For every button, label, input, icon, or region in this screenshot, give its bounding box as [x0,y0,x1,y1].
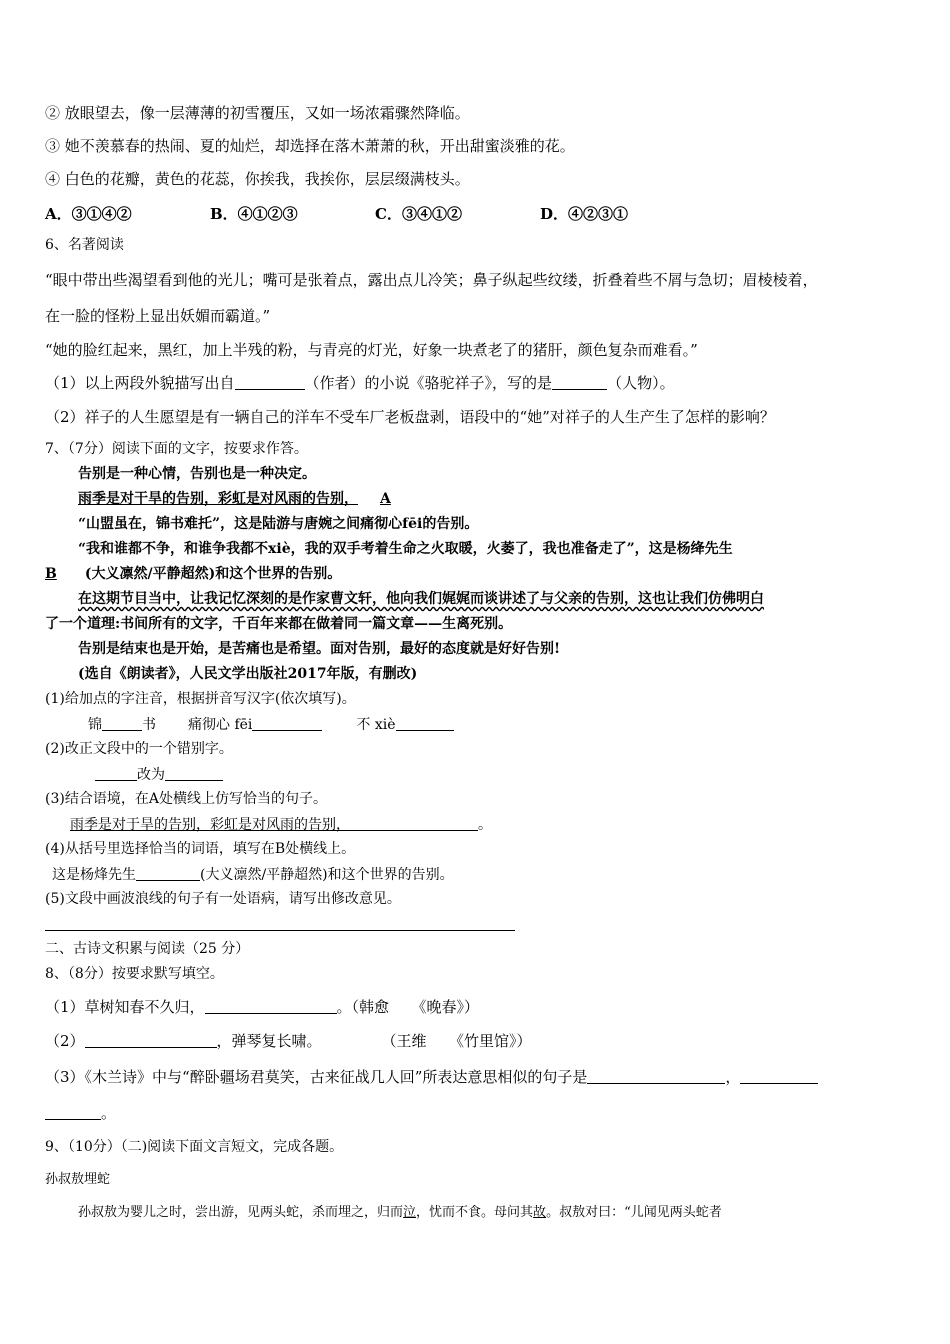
q7-p2: 雨季是对干旱的告别，彩虹是对风雨的告别， A [78,491,391,507]
poem3-blank-a[interactable] [587,1068,725,1084]
section-2-heading: 二、古诗文积累与阅读（25 分） [45,941,250,957]
q7-s5: (5)文段中画波浪线的句子有一处语病，请写出修改意见。 [45,891,401,907]
correct-char-blank[interactable] [165,766,223,781]
word-choice-blank[interactable] [136,866,200,881]
q6-quote1-line1: “眼中带出些渴望看到他的光儿；嘴可是张着点，露出点儿冷笑；鼻子纵起些纹缕，折叠着些不屑与急切；眉棱棱着， [45,271,818,289]
q6-title: 6、名著阅读 [45,237,124,253]
wrong-char-blank[interactable] [95,766,137,781]
q8-line4: 。 [45,1104,116,1122]
q7-s3: (3)结合语境，在A处横线上仿写恰当的句子。 [45,791,327,807]
fei-blank[interactable] [252,716,322,731]
q9-passage-text: 孙叔敖为婴儿之时，尝出游，见两头蛇，杀而埋之，归而泣，忧而不食。母问其故。叔敖对曰：“儿闻见两头蛇者 [78,1205,722,1220]
poem1-blank[interactable] [205,998,337,1014]
imitation-blank[interactable] [350,816,478,831]
dotted-char-qi: 泣 [403,1205,417,1220]
xie-blank[interactable] [396,716,454,731]
pinyin-blank[interactable] [102,716,142,731]
q7-s4: (4)从括号里选择恰当的词语，填写在B处横线上。 [45,841,356,857]
q9-passage-heading: 孙叔敖埋蛇 [45,1172,111,1187]
q6-sub1: （1）以上两段外貌描写出自 （作者）的小说《骆驼祥子》，写的是 （人物）。 [45,374,675,392]
q6-quote2: “她的脸红起来，黑红，加上半残的粉，与青亮的灯光，好象一块煮老了的猪肝，颜色复杂而难看。” [45,341,698,359]
dotted-char-gu: 故 [533,1205,547,1220]
q7-source: (选自《朗读者》，人民文学出版社2017年版，有删改) [78,666,418,682]
q7-p5-line1: 在这期节目当中，让我记忆深刻的是作家曹文轩，他向我们娓娓而谈讲述了与父亲的告别，这也让我们仿佛明白 [78,591,764,607]
q5-sentence-4: ④ 白色的花瓣，黄色的花蕊，你挨我，我挨你，层层缀满枝头。 [45,170,470,188]
poem3-blank-b-cont[interactable] [45,1104,101,1120]
q7-p4-line1: “我和谁都不争，和谁争我都不xiè，我的双手考着生命之火取暖，火萎了，我也准备走了”，这是杨绛先生 [78,541,733,557]
q7-s5-answer-line[interactable] [45,930,515,931]
q7-p6: 告别是结束也是开始，是苦痛也是希望。面对告别，最好的态度就是好好告别! [78,641,561,657]
q7-p1: 告别是一种心情，告别也是一种决定。 [78,466,316,482]
q9-title: 9、（10分）（二)阅读下面文言短文，完成各题。 [45,1139,344,1155]
q7-s2: (2)改正文段中的一个错别字。 [45,741,233,757]
poem2-blank[interactable] [85,1032,217,1048]
q8-line1: （1）草树知春不久归， 。（韩愈 《晚春》） [45,998,480,1016]
q5-option-a: A．③①④② [45,205,132,223]
q5-option-b: B．④①②③ [210,205,298,223]
character-blank[interactable] [552,374,607,390]
q5-option-d: D．④②③① [540,205,629,223]
q8-line3: （3）《木兰诗》中与“醉卧疆场君莫笑，古来征战几人回”所表达意思相似的句子是 ， [45,1068,818,1086]
q7-s2-answer: 改为 [95,766,223,784]
q7-p3: “山盟虽在，锦书难托”，这是陆游与唐婉之间痛彻心fēi的告别。 [78,516,479,532]
q7-s3-answer: 雨季是对于旱的告别，彩虹是对风雨的告别， 。 [70,817,492,833]
q6-quote1-line2: 在一脸的怪粉上显出妖媚而霸道。” [45,307,271,325]
q7-s1-answers: 锦 书 痛彻心 fēi 不 xiè [88,716,454,734]
q5-sentence-2: ② 放眼望去，像一层薄薄的初雪覆压，又如一场浓霜骤然降临。 [45,104,470,122]
q5-sentence-3: ③ 她不羡慕春的热闹、夏的灿烂，却选择在落木萧萧的秋，开出甜蜜淡雅的花。 [45,137,575,155]
q7-title: 7、（7分）阅读下面的文字，按要求作答。 [45,441,308,457]
q5-option-c: C．③④①② [375,205,462,223]
q7-s4-answer: 这是杨烽先生 (大义凛然/平静超然)和这个世界的告别。 [52,867,454,883]
marker-b: B [45,566,57,582]
q6-sub2: （2）祥子的人生愿望是有一辆自己的洋车不受车厂老板盘剥，语段中的“她”对祥子的人生产生了怎样的影响？ [45,408,775,426]
marker-a: A [380,491,391,507]
author-blank[interactable] [235,374,305,390]
q7-p4-line2: B (大义凛然/平静超然)和这个世界的告别。 [45,566,342,582]
poem3-blank-b[interactable] [740,1068,818,1084]
q7-p5-line2: 了一个道理:书间所有的文字，千百年来都在做着同一篇文章——生离死别。 [45,616,513,632]
q8-line2: （2） ，弹琴复长啸。 （王维 《竹里馆》） [45,1032,532,1050]
q8-title: 8、（8分）按要求默写填空。 [45,966,224,982]
q7-s1: (1)给加点的字注音，根据拼音写汉字(依次填写)。 [45,691,356,707]
